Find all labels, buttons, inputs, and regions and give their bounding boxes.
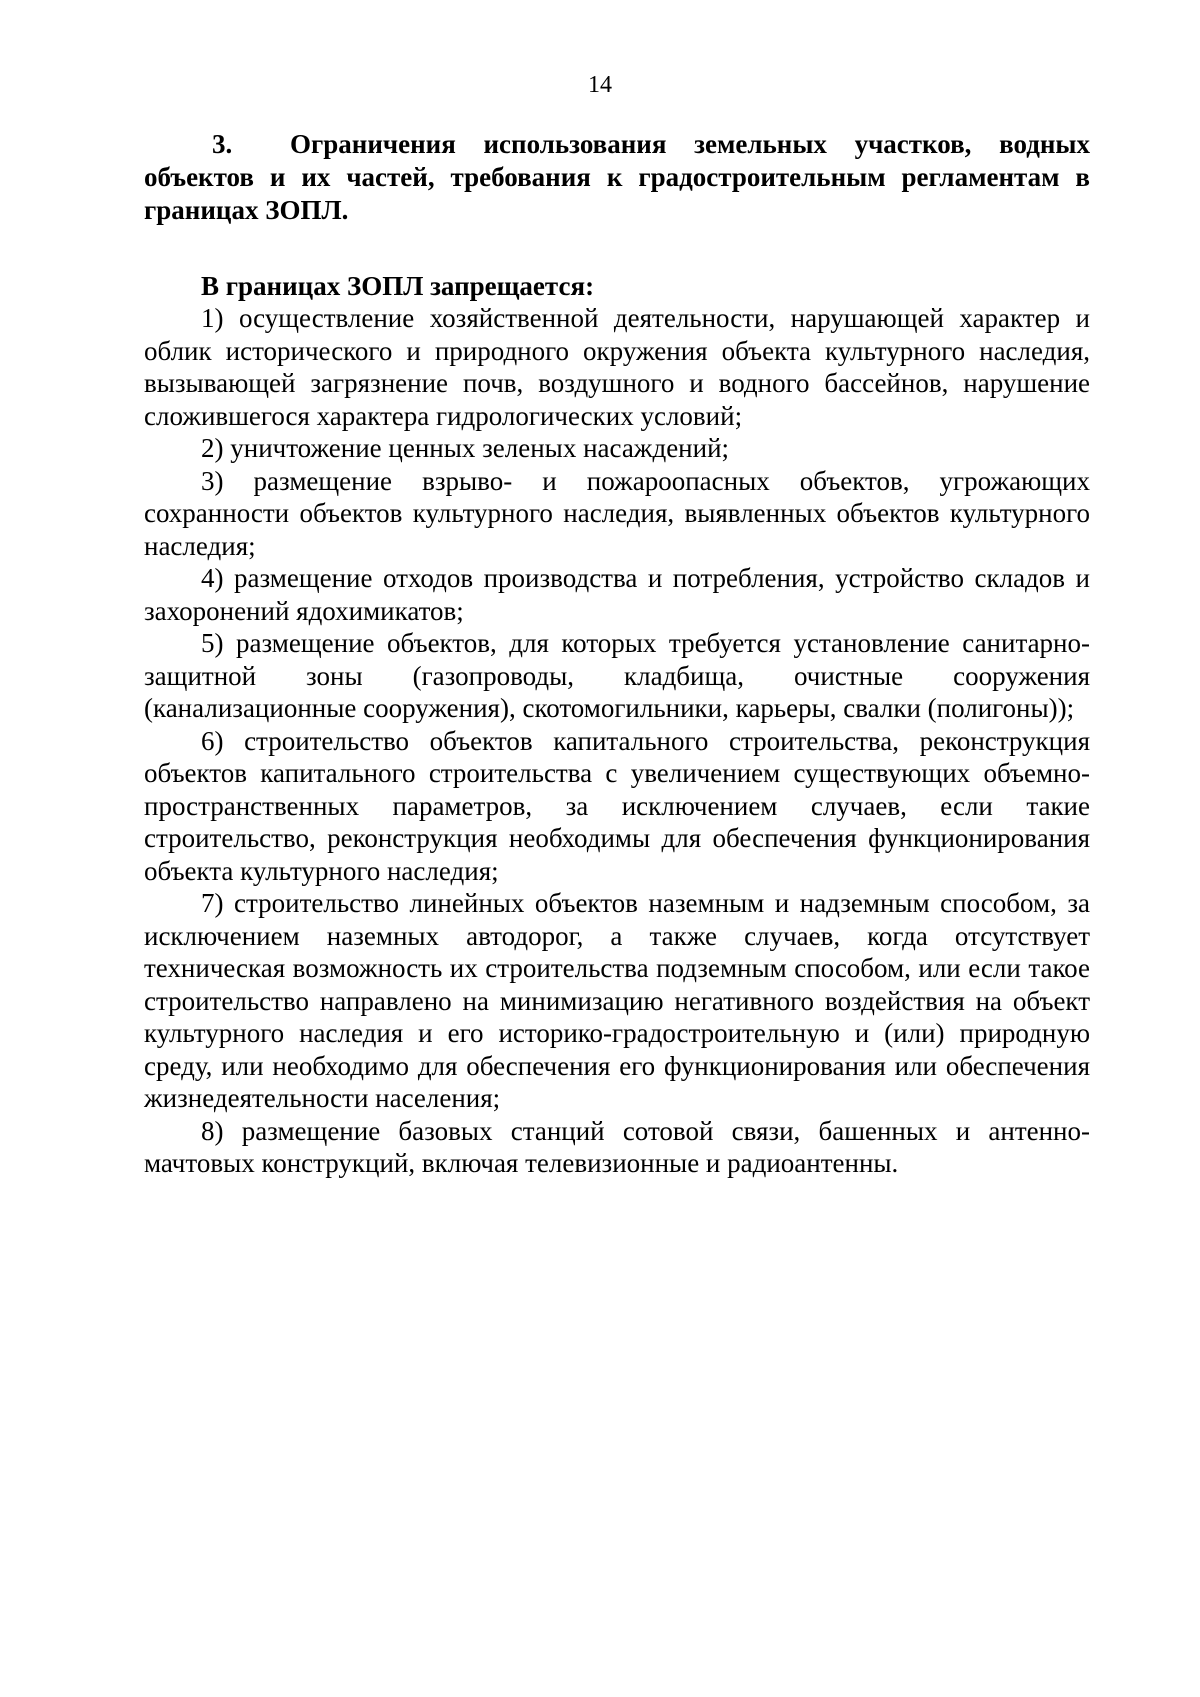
document-body <box>144 128 1090 1180</box>
list-item: 2) уничтожение ценных зеленых насаждений; <box>201 433 730 463</box>
list-item: 8) размещение базовых станций сотовой связи, башенных и антенно-мачтовых конструкций, включая телевизионные и радиоантенны. <box>144 1115 1090 1178</box>
prohibitions-list <box>144 302 1090 1180</box>
prohibitions-heading: В границах ЗОПЛ запрещается: <box>201 271 595 301</box>
section-number: 3. <box>212 129 233 159</box>
list-item: 1) осуществление хозяйственной деятельности, нарушающей характер и облик исторического и природного окружения объекта культурного наследия, вызывающей загрязнение почв, воздушного и водного бассейнов, нарушение сложившегося характера гидрологических условий; <box>144 303 1090 431</box>
section-heading <box>144 128 1090 227</box>
list-item: 3) размещение взрыво- и пожароопасных объектов, угрожающих сохранности объектов культурного наследия, выявленных объектов культурного наследия; <box>144 465 1090 561</box>
list-item: 5) размещение объектов, для которых требуется установление санитарно-защитной зоны (газопроводы, кладбища, очистные сооружения (канализационные сооружения), скотомогильники, карьеры, свалки (полигоны)); <box>144 628 1090 723</box>
section-title: Ограничения использования земельных участков, водных объектов и их частей, требования к градостроительным регламентам в границах ЗОПЛ. <box>144 129 1090 225</box>
list-item: 6) строительство объектов капитального строительства, реконструкция объектов капитального строительства с увеличением существующих объемно-пространственных параметров, за исключением случаев, если такие строительство, реконструкция необходимы для обеспечения функционирования объекта культурного наследия; <box>144 725 1090 886</box>
list-item: 7) строительство линейных объектов наземным и надземным способом, за исключением наземных автодорог, а также случаев, когда отсутствует техническая возможность их строительства подземным способом, или если такое строительство направлено на минимизацию негативного воздействия на объект культурного наследия и его историко-градостроительную и (или) природную среду, или необходимо для обеспечения его функционирования или обеспечения жизнедеятельности населения; <box>144 888 1090 1113</box>
list-item: 4) размещение отходов производства и потребления, устройство складов и захоронений ядохимикатов; <box>144 563 1090 626</box>
page-number: 14 <box>588 72 612 98</box>
